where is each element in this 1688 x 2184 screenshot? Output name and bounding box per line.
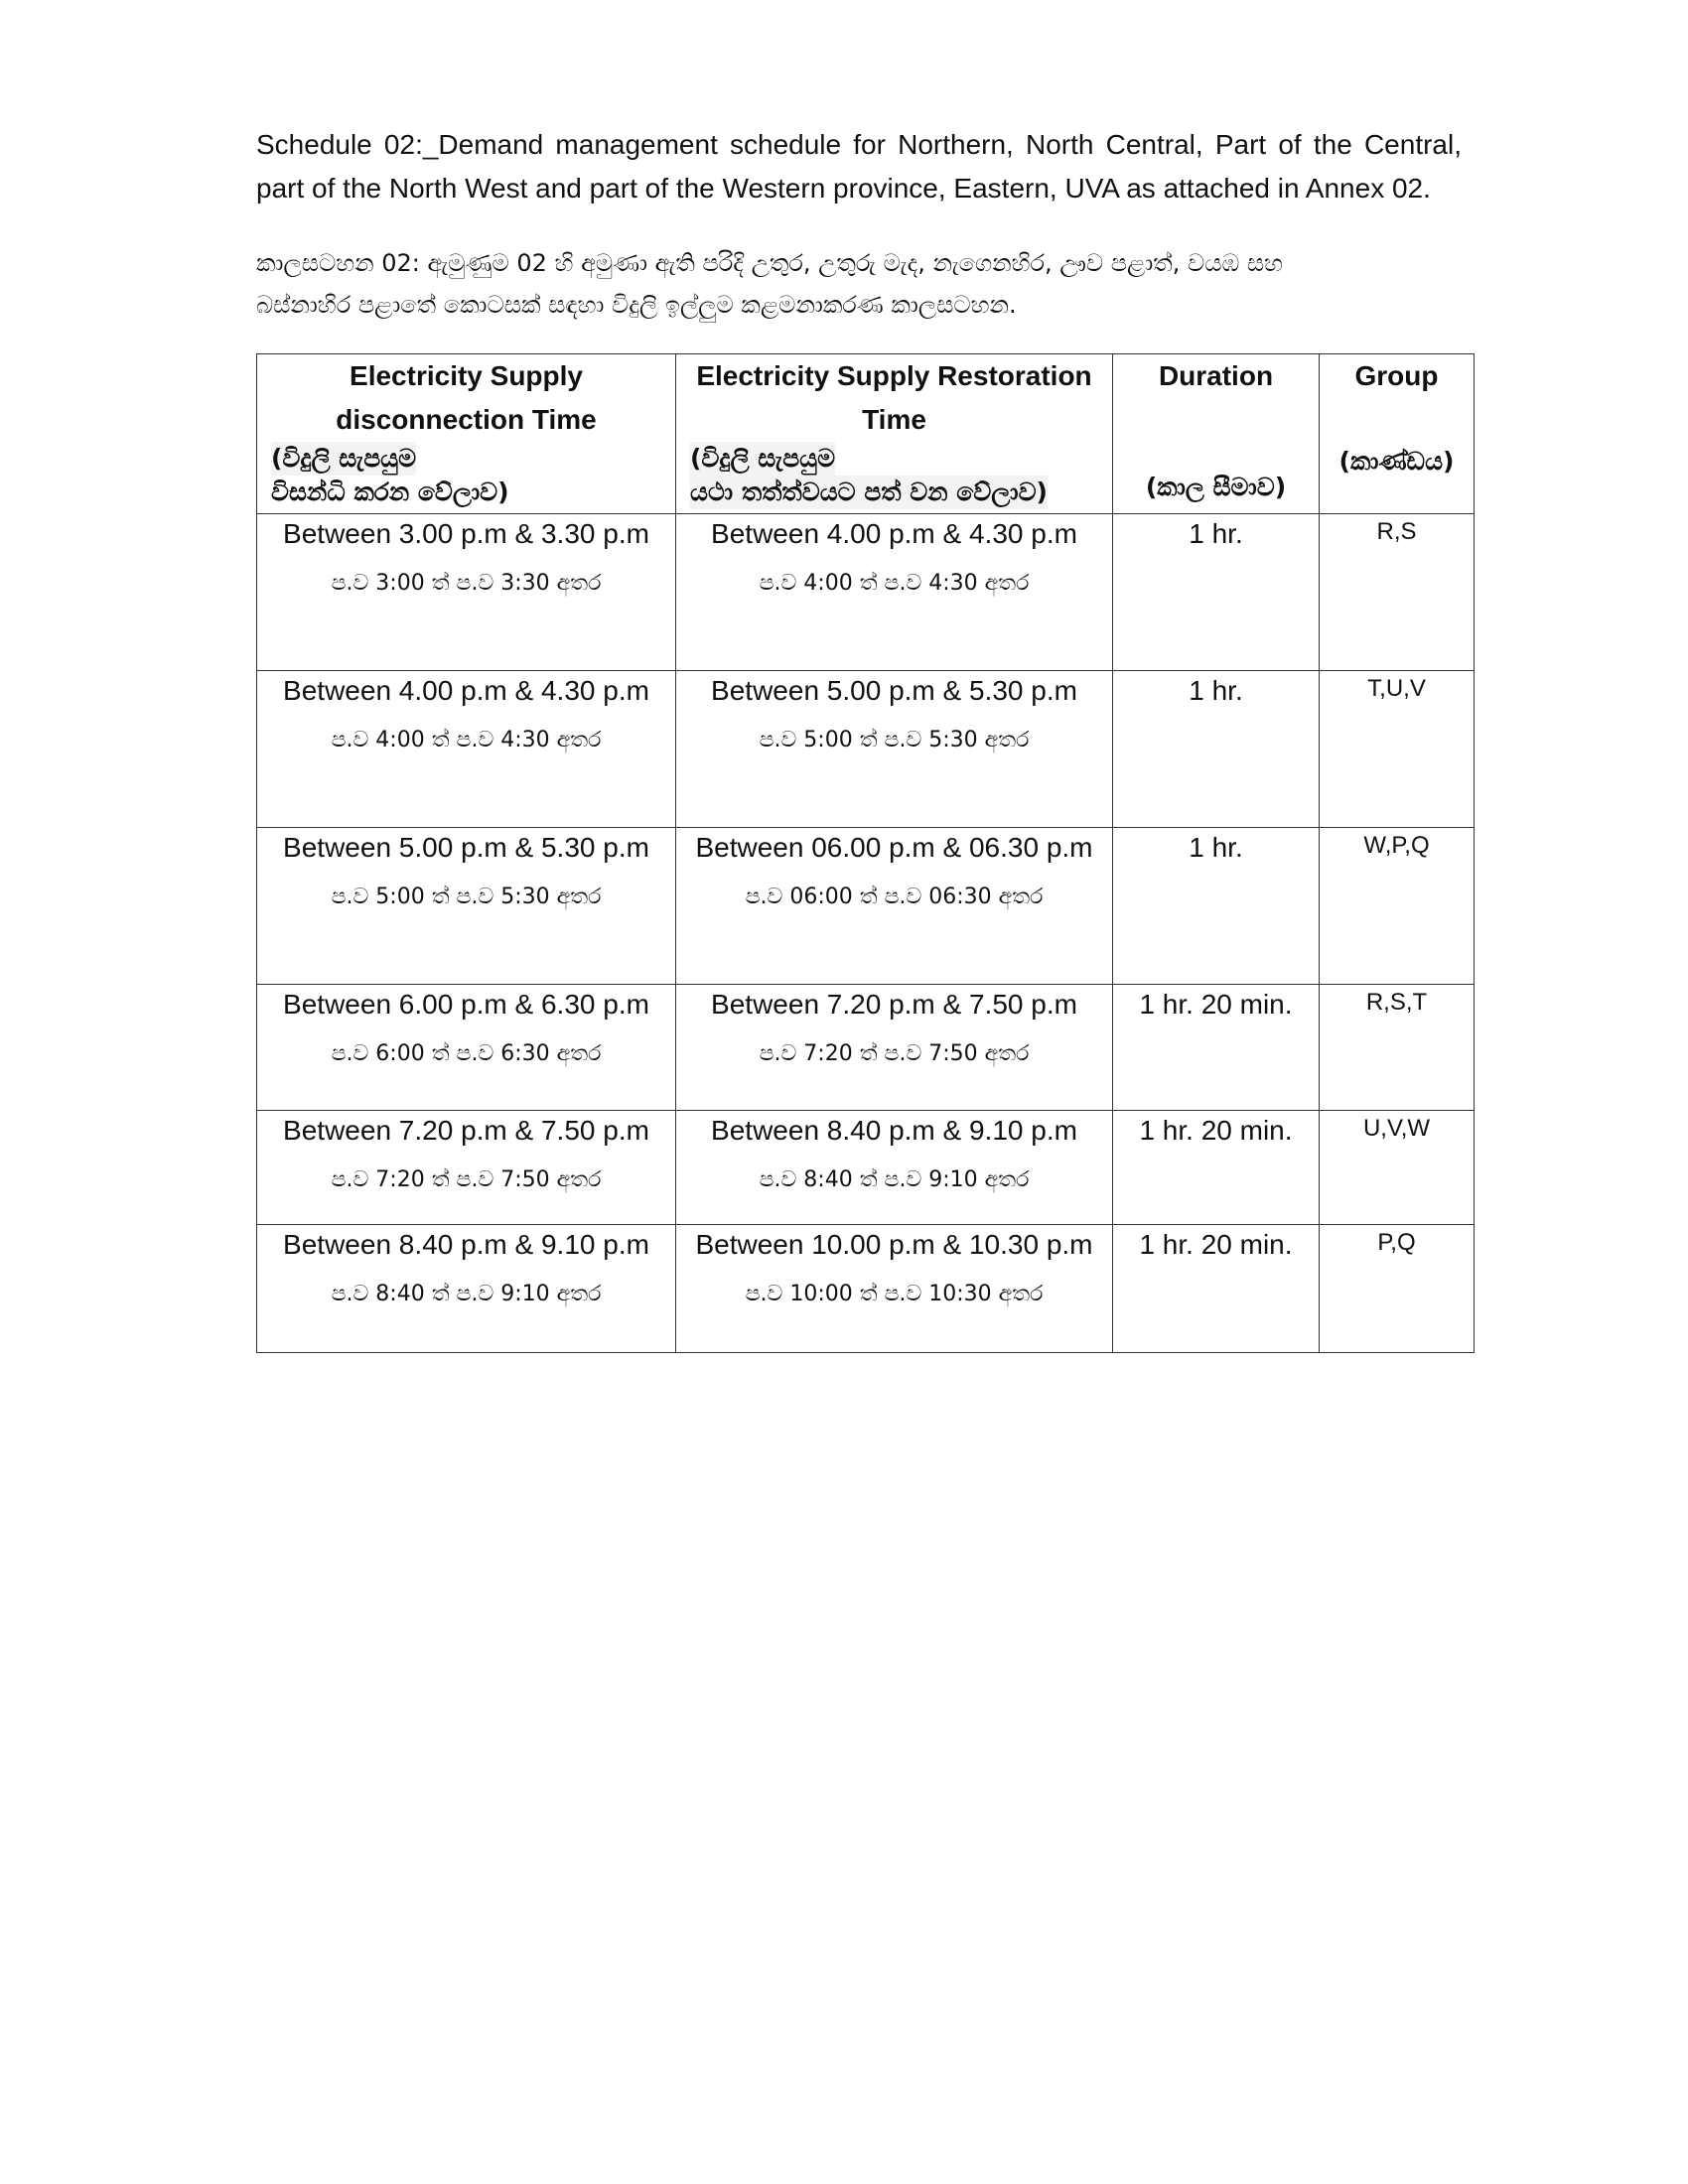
header-duration — [1113, 354, 1320, 514]
header-label: Group — [1354, 360, 1439, 391]
header-label-sinhala: (විදුලි සැපයුම — [676, 442, 1112, 476]
time-range: Between 4.00 p.m & 4.30 p.m — [283, 675, 649, 706]
table-header-row — [257, 354, 1475, 514]
time-range: Between 8.40 p.m & 9.10 p.m — [283, 1229, 649, 1260]
header-label: Duration — [1158, 360, 1274, 391]
time-range-sinhala: ප.ව 7:20 ත් ප.ව 7:50 අතර — [759, 1041, 1030, 1066]
time-range: Between 4.00 p.m & 4.30 p.m — [711, 518, 1077, 549]
description-line: part of the North West and part of the Western province, Eastern, UVA as attached in Annex 02. — [256, 173, 1431, 204]
time-range-sinhala: ප.ව 4:00 ත් ප.ව 4:30 අතර — [759, 571, 1030, 596]
header-label: Electricity Supply Restoration — [696, 360, 1092, 391]
time-range-sinhala: ප.ව 4:00 ත් ප.ව 4:30 අතර — [331, 728, 602, 752]
group-value: W,P,Q — [1363, 832, 1430, 859]
cell-duration — [1113, 1111, 1320, 1225]
cell-disconnection — [257, 514, 676, 671]
time-range-sinhala: ප.ව 10:00 ත් ප.ව 10:30 අතර — [745, 1282, 1044, 1306]
header-label-sinhala: (කාල සීමාව) — [1145, 473, 1287, 501]
cell-duration — [1113, 1225, 1320, 1353]
group-value: T,U,V — [1367, 675, 1426, 702]
cell-duration — [1113, 671, 1320, 828]
table-row — [257, 514, 1475, 671]
table-row — [257, 1111, 1475, 1225]
cell-group — [1320, 1111, 1475, 1225]
cell-duration — [1113, 828, 1320, 985]
time-range-sinhala: ප.ව 06:00 ත් ප.ව 06:30 අතර — [745, 885, 1044, 909]
time-range: Between 7.20 p.m & 7.50 p.m — [283, 1115, 649, 1146]
header-label-sinhala: (විදුලි සැපයුම — [257, 442, 675, 476]
cell-group — [1320, 1225, 1475, 1353]
cell-disconnection — [257, 828, 676, 985]
schedule-description-sinhala — [256, 242, 1462, 326]
cell-disconnection — [257, 1225, 676, 1353]
description-line-sinhala: බස්නාහිර පළාතේ කොටසක් සඳහා විදුලි ඉල්ලුම කළමනාකරණ කාලසටහන. — [256, 291, 1017, 319]
duration-value: 1 hr. 20 min. — [1139, 1229, 1293, 1260]
cell-disconnection — [257, 1111, 676, 1225]
cell-duration — [1113, 514, 1320, 671]
table-row — [257, 671, 1475, 828]
group-value: P,Q — [1377, 1229, 1416, 1256]
time-range: Between 8.40 p.m & 9.10 p.m — [711, 1115, 1077, 1146]
group-value: U,V,W — [1362, 1115, 1431, 1142]
table-row — [257, 1225, 1475, 1353]
header-group — [1320, 354, 1475, 514]
header-restoration-time — [676, 354, 1113, 514]
cell-duration — [1113, 985, 1320, 1111]
group-value: R,S — [1376, 518, 1417, 545]
cell-restoration — [676, 671, 1113, 828]
duration-value: 1 hr. — [1189, 675, 1243, 706]
table-row — [257, 828, 1475, 985]
cell-restoration — [676, 1225, 1113, 1353]
time-range-sinhala: ප.ව 8:40 ත් ප.ව 9:10 අතර — [331, 1282, 602, 1306]
time-range: Between 5.00 p.m & 5.30 p.m — [283, 832, 649, 863]
header-label-sinhala: විසන්ධි කරන වේලාව) — [271, 478, 509, 506]
description-line: Schedule 02:_Demand management schedule for Northern, North Central, Part of the Central, — [256, 129, 1462, 160]
header-label-sinhala: (කාණ්ඩය) — [1338, 447, 1455, 476]
duration-value: 1 hr. 20 min. — [1139, 1115, 1293, 1146]
duration-value: 1 hr. 20 min. — [1139, 989, 1293, 1020]
cell-restoration — [676, 1111, 1113, 1225]
time-range: Between 6.00 p.m & 6.30 p.m — [283, 989, 649, 1020]
schedule-description-english — [256, 123, 1462, 210]
header-disconnection-time — [257, 354, 676, 514]
cell-group — [1320, 985, 1475, 1111]
cell-disconnection — [257, 985, 676, 1111]
time-range-sinhala: ප.ව 5:00 ත් ප.ව 5:30 අතර — [331, 885, 602, 909]
cell-restoration — [676, 985, 1113, 1111]
time-range: Between 06.00 p.m & 06.30 p.m — [695, 832, 1093, 863]
time-range: Between 10.00 p.m & 10.30 p.m — [695, 1229, 1093, 1260]
time-range: Between 5.00 p.m & 5.30 p.m — [711, 675, 1077, 706]
header-label: disconnection Time — [336, 404, 597, 435]
time-range-sinhala: ප.ව 6:00 ත් ප.ව 6:30 අතර — [331, 1041, 602, 1066]
time-range-sinhala: ප.ව 3:00 ත් ප.ව 3:30 අතර — [331, 571, 602, 596]
cell-disconnection — [257, 671, 676, 828]
description-line-sinhala: කාලසටහන 02: ඇමුණුම 02 හි අමුණා ඇති පරිදි උතුර, උතුරු මැද, නැගෙනහිර, ඌව පළාත්, වයඹ සහ — [256, 249, 1284, 277]
header-label-sinhala: යථා තත්ත්වයට පත් වන වේලාව) — [676, 476, 1112, 509]
schedule-table — [256, 353, 1475, 1353]
duration-value: 1 hr. — [1189, 832, 1243, 863]
cell-group — [1320, 514, 1475, 671]
time-range-sinhala: ප.ව 7:20 ත් ප.ව 7:50 අතර — [331, 1167, 602, 1192]
header-label: Electricity Supply — [350, 360, 583, 391]
cell-group — [1320, 671, 1475, 828]
header-label: Time — [862, 404, 926, 435]
duration-value: 1 hr. — [1189, 518, 1243, 549]
time-range-sinhala: ප.ව 5:00 ත් ප.ව 5:30 අතර — [759, 728, 1030, 752]
table-row — [257, 985, 1475, 1111]
cell-restoration — [676, 514, 1113, 671]
time-range: Between 3.00 p.m & 3.30 p.m — [283, 518, 649, 549]
cell-restoration — [676, 828, 1113, 985]
cell-group — [1320, 828, 1475, 985]
time-range: Between 7.20 p.m & 7.50 p.m — [711, 989, 1077, 1020]
time-range-sinhala: ප.ව 8:40 ත් ප.ව 9:10 අතර — [759, 1167, 1030, 1192]
group-value: R,S,T — [1365, 989, 1428, 1016]
